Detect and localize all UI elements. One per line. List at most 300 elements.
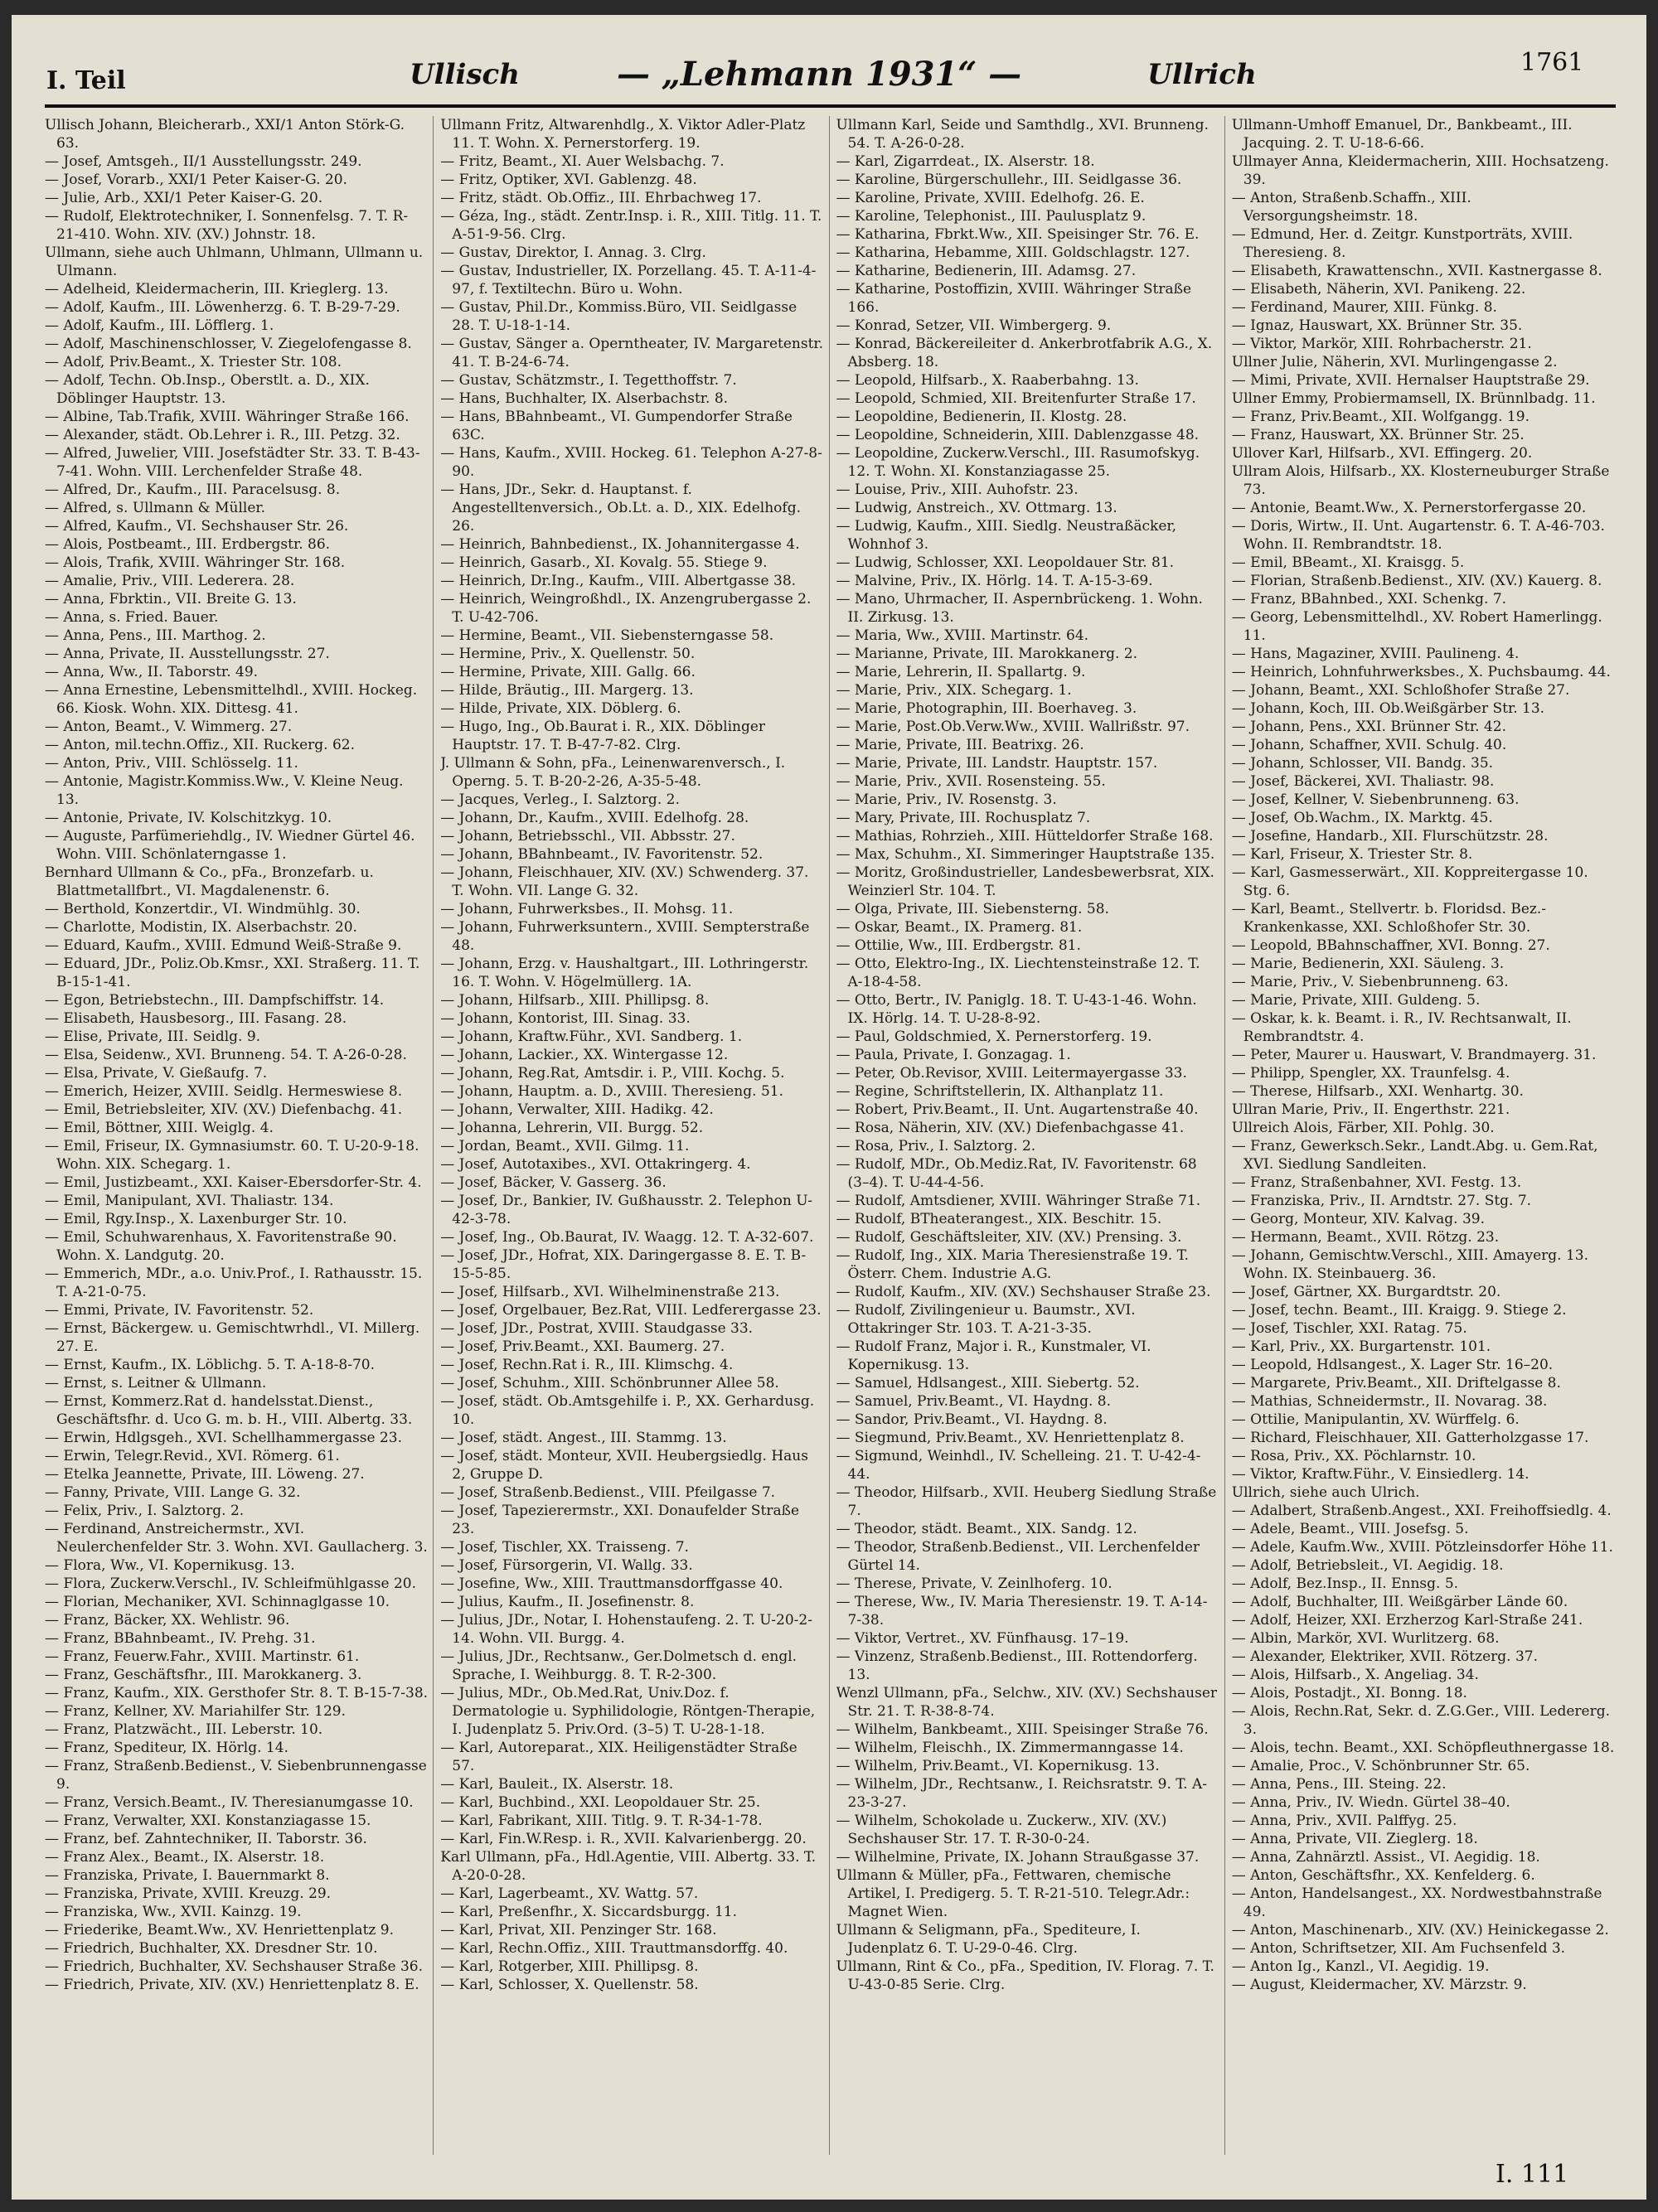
directory-entry: — Anna, Private, II. Ausstellungsstr. 27. <box>45 646 330 662</box>
directory-entry: — Rudolf, Geschäftsleiter, XIV. (XV.) Prensing. 3. <box>836 1229 1182 1246</box>
directory-entry: — Samuel, Hdlsangest., XIII. Siebertg. 52. <box>836 1375 1140 1392</box>
directory-entry: — Ferdinand, Maurer, XIII. Fünkg. 8. <box>1231 299 1497 316</box>
directory-entry: — Julius, MDr., Ob.Med.Rat, Univ.Doz. f. Dermatologie u. Syphilidologie, Röntgen-Therapie, I. Judenplatz 5. Priv.Ord. (3–5) T. U-28-1-18. <box>440 1685 816 1738</box>
directory-entry: — Marie, Bedienerin, XXI. Säuleng. 3. <box>1231 956 1505 972</box>
directory-entry: — Emerich, Heizer, XVIII. Seidlg. Hermeswiese 8. <box>45 1083 403 1100</box>
directory-entry: — Rudolf, Amtsdiener, XVIII. Währinger Straße 71. <box>836 1193 1201 1209</box>
directory-entry: — Josefine, Handarb., XII. Flurschützstr. 28. <box>1231 828 1549 845</box>
directory-entry: — Mimi, Private, XVII. Hernalser Hauptstraße 29. <box>1231 372 1590 389</box>
directory-entry: — Anton, Geschäftsfhr., XX. Kenfelderg. 6. <box>1231 1867 1535 1884</box>
directory-entry: — Louise, Priv., XIII. Auhofstr. 23. <box>836 482 1079 498</box>
directory-entry: — Paula, Private, I. Gonzagag. 1. <box>836 1047 1071 1063</box>
directory-entry: — Hans, BBahnbeamt., VI. Gumpendorfer Straße 63C. <box>440 409 793 443</box>
directory-entry: — Leopold, Hdlsangest., X. Lager Str. 16–20. <box>1231 1357 1554 1373</box>
directory-entry: — Josef, Tischler, XX. Traisseng. 7. <box>440 1539 689 1556</box>
directory-entry: — Max, Schuhm., XI. Simmeringer Hauptstraße 135. <box>836 846 1215 863</box>
directory-entry: — Alois, Postbeamt., III. Erdbergstr. 86. <box>45 536 331 553</box>
directory-entry: — Friedrich, Buchhalter, XV. Sechshauser Straße 36. <box>45 1958 423 1975</box>
directory-entry: — Samuel, Priv.Beamt., VI. Haydng. 8. <box>836 1393 1112 1410</box>
directory-entry: — Leopold, BBahnschaffner, XVI. Bonng. 27. <box>1231 937 1550 954</box>
directory-entry: — Anna, Priv., XVII. Palffyg. 25. <box>1231 1813 1457 1829</box>
directory-entry: — Josef, Dr., Bankier, IV. Gußhausstr. 2. Telephon U-42-3-78. <box>440 1193 813 1227</box>
directory-entry: — Josef, Straßenb.Bedienst., VIII. Pfeilgasse 7. <box>440 1484 776 1501</box>
directory-entry: — Karl, Preßenfhr., X. Siccardsburgg. 11. <box>440 1904 738 1920</box>
directory-entry: — Elisabeth, Krawattenschn., XVII. Kastnergasse 8. <box>1231 263 1602 279</box>
directory-entry: — Marie, Post.Ob.Verw.Ww., XVIII. Wallrißstr. 97. <box>836 719 1190 735</box>
directory-entry: — Rosa, Priv., I. Salztorg. 2. <box>836 1138 1036 1154</box>
directory-entry: — Emil, Böttner, XIII. Weiglg. 4. <box>45 1120 274 1136</box>
directory-entry: — Franziska, Priv., II. Arndtstr. 27. Stg. 7. <box>1231 1193 1532 1209</box>
directory-entry: Ullmayer Anna, Kleidermacherin, XIII. Hochsatzeng. 39. <box>1231 153 1609 188</box>
directory-entry: — Leopoldine, Schneiderin, XIII. Dablenzgasse 48. <box>836 427 1200 443</box>
directory-entry: Ullmann, siehe auch Uhlmann, Uhlmann, Ullmann u. Ulmann. <box>45 244 424 279</box>
directory-entry: — Karl, Priv., XX. Burgartenstr. 101. <box>1231 1338 1491 1355</box>
directory-entry: — Franz, Verwalter, XXI. Konstanziagasse 15. <box>45 1813 371 1829</box>
directory-entry: — Flora, Zuckerw.Verschl., IV. Schleifmühlgasse 20. <box>45 1576 416 1592</box>
directory-entry: Wenzl Ullmann, pFa., Selchw., XIV. (XV.) Sechshauser Str. 21. T. R-38-8-74. <box>836 1685 1218 1720</box>
directory-entry: — Karl, Schlosser, X. Quellenstr. 58. <box>440 1977 699 1993</box>
directory-entry: — Leopoldine, Zuckerw.Verschl., III. Rasumofskyg. 12. T. Wohn. XI. Konstanziagasse 25. <box>836 445 1200 480</box>
directory-entry: — Karoline, Private, XVIII. Edelhofg. 26. E. <box>836 190 1145 206</box>
directory-entry: — Karl, Zigarrdeat., IX. Alserstr. 18. <box>836 153 1095 170</box>
directory-entry: — Adolf, Maschinenschlosser, V. Ziegelofengasse 8. <box>45 336 412 352</box>
directory-entry: — Marie, Priv., XVII. Rosensteing. 55. <box>836 773 1106 790</box>
directory-entry: — Adolf, Techn. Ob.Insp., Oberstlt. a. D., XIX. Döblinger Hauptstr. 13. <box>45 372 370 407</box>
directory-entry: Ullmann, Rint & Co., pFa., Spedition, IV. Florag. 7. T. U-43-0-85 Serie. Clrg. <box>836 1958 1214 1993</box>
directory-entry: — Adele, Kaufm.Ww., XVIII. Pötzleinsdorfer Höhe 11. <box>1231 1539 1613 1556</box>
directory-entry: — Franz, Spediteur, IX. Hörlg. 14. <box>45 1740 288 1756</box>
directory-entry: — Gustav, Schätzmstr., I. Tegetthoffstr. 7. <box>440 372 737 389</box>
directory-entry: — Johann, Hilfsarb., XIII. Phillipsg. 8. <box>440 992 710 1009</box>
directory-entry: — Rosa, Näherin, XIV. (XV.) Diefenbachgasse 41. <box>836 1120 1185 1136</box>
directory-entry: — Amalie, Priv., VIII. Lederera. 28. <box>45 573 295 589</box>
directory-entry: — Moritz, Großindustrieller, Landesbewerbsrat, XIX. Weinzierl Str. 104. T. <box>836 864 1214 899</box>
directory-entry: — Albine, Tab.Trafik, XVIII. Währinger Straße 166. <box>45 409 410 425</box>
directory-entry: — Otto, Elektro-Ing., IX. Liechtensteinstraße 12. T. A-18-4-58. <box>836 956 1200 990</box>
directory-entry: — Josef, Bäckerei, XVI. Thaliastr. 98. <box>1231 773 1495 790</box>
directory-entry: — Josef, städt. Ob.Amtsgehilfe i. P., XX. Gerhardusg. 10. <box>440 1393 815 1428</box>
directory-entry: — Charlotte, Modistin, IX. Alserbachstr. 20. <box>45 919 357 936</box>
directory-entry: — Heinrich, Weingroßhdl., IX. Anzengrubergasse 2. T. U-42-706. <box>440 591 812 626</box>
directory-entry: — Mathias, Schneidermstr., II. Novarag. 38. <box>1231 1393 1548 1410</box>
directory-entry: — Rudolf Franz, Major i. R., Kunstmaler, VI. Kopernikusg. 13. <box>836 1338 1151 1373</box>
directory-entry: — Viktor, Markör, XIII. Rohrbacherstr. 21. <box>1231 336 1532 352</box>
directory-entry: — Hermine, Beamt., VII. Siebensterngasse 58. <box>440 627 774 644</box>
directory-entry: — Ferdinand, Anstreichermstr., XVI. Neulerchenfelder Str. 3. Wohn. XVI. Gaullacherg. 3. <box>45 1521 428 1556</box>
directory-entry: — Franz, Feuerw.Fahr., XVIII. Martinstr. 61. <box>45 1648 360 1665</box>
directory-entry: — Mathias, Rohrzieh., XIII. Hütteldorfer Straße 168. <box>836 828 1214 845</box>
directory-entry: — Rudolf, BTheaterangest., XIX. Beschitr. 15. <box>836 1211 1162 1227</box>
directory-entry: — Richard, Fleischhauer, XII. Gatterholzgasse 17. <box>1231 1430 1589 1446</box>
directory-entry: — Franz, Hauswart, XX. Brünner Str. 25. <box>1231 427 1525 443</box>
directory-entry: — Philipp, Spengler, XX. Traunfelsg. 4. <box>1231 1065 1510 1082</box>
directory-entry: — Josef, städt. Monteur, XVII. Heubergsiedlg. Haus 2, Gruppe D. <box>440 1448 808 1483</box>
directory-entry: — Alois, Trafik, XVIII. Währinger Str. 168. <box>45 554 346 571</box>
directory-entry: — Rudolf, MDr., Ob.Mediz.Rat, IV. Favoritenstr. 68 (3–4). T. U-44-4-56. <box>836 1156 1197 1191</box>
directory-entry: — Anna, Fbrktin., VII. Breite G. 13. <box>45 591 297 607</box>
directory-entry: — Franz, Versich.Beamt., IV. Theresianumgasse 10. <box>45 1794 414 1811</box>
directory-entry: — Josef, Autotaxibes., XVI. Ottakringerg. 4. <box>440 1156 751 1173</box>
directory-entry: — Egon, Betriebstechn., III. Dampfschiffstr. 14. <box>45 992 385 1009</box>
directory-entry: Ullmann & Müller, pFa., Fettwaren, chemische Artikel, I. Predigerg. 5. T. R-21-510. Telegr.Adr.: Magnet Wien. <box>836 1867 1190 1920</box>
directory-entry: — Gustav, Phil.Dr., Kommiss.Büro, VII. Seidlgasse 28. T. U-18-1-14. <box>440 299 797 334</box>
directory-entry: — Hans, JDr., Sekr. d. Hauptanst. f. Angestelltenversich., Ob.Lt. a. D., XIX. Edelhofg. 26. <box>440 482 801 535</box>
directory-entry: — Franziska, Private, XVIII. Kreuzg. 29. <box>45 1885 332 1902</box>
directory-entry: — Julius, Kaufm., II. Josefinenstr. 8. <box>440 1594 695 1610</box>
directory-entry: — Florian, Straßenb.Bedienst., XIV. (XV.) Kauerg. 8. <box>1231 573 1602 589</box>
directory-entry: Karl Ullmann, pFa., Hdl.Agentie, VIII. Albertg. 33. T. A-20-0-28. <box>440 1849 817 1884</box>
directory-entry: — Marianne, Private, III. Marokkanerg. 2. <box>836 646 1137 662</box>
directory-entry: — Josef, Kellner, V. Siebenbrunneng. 63. <box>1231 791 1520 808</box>
directory-entry: — Regine, Schriftstellerin, IX. Althanplatz 11. <box>836 1083 1164 1100</box>
directory-entry: Ullmann & Seligmann, pFa., Spediteure, I. Judenplatz 6. T. U-29-0-46. Clrg. <box>836 1922 1141 1957</box>
directory-entry: — Wilhelm, Priv.Beamt., VI. Kopernikusg. 13. <box>836 1758 1160 1774</box>
left-catchword: Ullisch <box>410 58 520 91</box>
directory-entry: — Auguste, Parfümeriehdlg., IV. Wiedner Gürtel 46. Wohn. VIII. Schönlaterngasse 1. <box>45 828 415 863</box>
directory-entry: — Ludwig, Anstreich., XV. Ottmarg. 13. <box>836 500 1117 516</box>
directory-entry: — Karl, Bauleit., IX. Alserstr. 18. <box>440 1776 674 1793</box>
directory-entry: Bernhard Ullmann & Co., pFa., Bronzefarb. u. Blattmetallfbrt., VI. Magdalenenstr. 6. <box>45 864 374 899</box>
directory-entry: — Franz, Gewerksch.Sekr., Landt.Abg. u. Gem.Rat, XVI. Siedlung Sandleiten. <box>1231 1138 1598 1173</box>
directory-entry: — Anna, Ww., II. Taborstr. 49. <box>45 664 259 680</box>
directory-entry: — Karl, Friseur, X. Triester Str. 8. <box>1231 846 1473 863</box>
directory-entry: — Franz, Straßenbahner, XVI. Festg. 13. <box>1231 1174 1522 1191</box>
directory-entry: — Josef, Gärtner, XX. Burgardtstr. 20. <box>1231 1284 1501 1300</box>
directory-entry: — Wilhelm, Schokolade u. Zuckerw., XIV. (XV.) Sechshauser Str. 17. T. R-30-0-24. <box>836 1813 1167 1847</box>
directory-entry: — Ottilie, Ww., III. Erdbergstr. 81. <box>836 937 1081 954</box>
directory-entry: J. Ullmann & Sohn, pFa., Leinenwarenversch., I. Operng. 5. T. B-20-2-26, A-35-5-48. <box>440 755 786 790</box>
directory-entry: — Marie, Photographin, III. Boerhaveg. 3. <box>836 700 1137 717</box>
directory-entry: — Felix, Priv., I. Salztorg. 2. <box>45 1503 245 1519</box>
directory-entry: — Therese, Hilfsarb., XXI. Wenhartg. 30. <box>1231 1083 1524 1100</box>
directory-entry: — Johann, Dr., Kaufm., XVIII. Edelhofg. 28. <box>440 810 749 826</box>
directory-entry: — Rudolf, Ing., XIX. Maria Theresienstraße 19. T. Österr. Chem. Industrie A.G. <box>836 1247 1189 1282</box>
directory-entry: — Karoline, Telephonist., III. Paulusplatz 9. <box>836 208 1147 225</box>
directory-entry: — Géza, Ing., städt. Zentr.Insp. i. R., XIII. Titlg. 11. T. A-51-9-56. Clrg. <box>440 208 822 243</box>
directory-entry: — Hans, Kaufm., XVIII. Hockeg. 61. Telephon A-27-8-90. <box>440 445 822 480</box>
directory-entry: Ullner Julie, Näherin, XVI. Murlingengasse 2. <box>1231 354 1558 370</box>
directory-entry: — Emil, Friseur, IX. Gymnasiumstr. 60. T. U-20-9-18. Wohn. XIX. Schegarg. 1. <box>45 1138 419 1173</box>
directory-entry: — Gustav, Sänger a. Operntheater, IV. Margaretenstr. 41. T. B-24-6-74. <box>440 336 824 370</box>
column-1 <box>45 116 434 2155</box>
directory-entry: — Anton, Schriftsetzer, XII. Am Fuchsenfeld 3. <box>1231 1940 1566 1957</box>
directory-entry: — Fritz, Beamt., XI. Auer Welsbachg. 7. <box>440 153 725 170</box>
directory-entry: — Adalbert, Straßenb.Angest., XXI. Freihoffsiedlg. 4. <box>1231 1503 1612 1519</box>
running-title: — „Lehmann 1931“ — <box>617 55 1022 94</box>
directory-entry: — Josef, Vorarb., XXI/1 Peter Kaiser-G. 20. <box>45 172 347 188</box>
directory-entry: — Hilde, Private, XIX. Döblerg. 6. <box>440 700 681 717</box>
directory-entry: — Alfred, Dr., Kaufm., III. Paracelsusg. 8. <box>45 482 341 498</box>
directory-entry: — Karl, Rotgerber, XIII. Phillipsg. 8. <box>440 1958 699 1975</box>
directory-entry: — Johann, Pens., XXI. Brünner Str. 42. <box>1231 719 1506 735</box>
directory-entry: — Hermine, Private, XIII. Gallg. 66. <box>440 664 696 680</box>
directory-entry: — Otto, Bertr., IV. Paniglg. 18. T. U-43-1-46. Wohn. IX. Hörlg. 14. T. U-28-8-92. <box>836 992 1197 1027</box>
directory-entry: — Julie, Arb., XXI/1 Peter Kaiser-G. 20. <box>45 190 323 206</box>
directory-entry: — Karl, Lagerbeamt., XV. Wattg. 57. <box>440 1885 699 1902</box>
directory-columns <box>45 116 1620 2155</box>
directory-entry: — Karoline, Bürgerschullehr., III. Seidlgasse 36. <box>836 172 1182 188</box>
directory-entry: — Josef, Tapezierermstr., XXI. Donaufelder Straße 23. <box>440 1503 800 1537</box>
directory-entry: — Olga, Private, III. Siebensterng. 58. <box>836 901 1109 917</box>
directory-entry: — Antonie, Private, IV. Kolschitzkyg. 10. <box>45 810 332 826</box>
directory-entry: — Johann, Betriebsschl., VII. Abbsstr. 27. <box>440 828 735 845</box>
directory-entry: — Hermann, Beamt., XVII. Rötzg. 23. <box>1231 1229 1500 1246</box>
directory-entry: — Peter, Ob.Revisor, XVIII. Leitermayergasse 33. <box>836 1065 1187 1082</box>
directory-entry: — Emil, Manipulant, XVI. Thaliastr. 134. <box>45 1193 334 1209</box>
directory-entry: — Hans, Buchhalter, IX. Alserbachstr. 8. <box>440 390 729 407</box>
directory-entry: — Ernst, Kaufm., IX. Löblichg. 5. T. A-18-8-70. <box>45 1357 375 1373</box>
directory-entry: — Josef, Amtsgeh., II/1 Ausstellungsstr. 249. <box>45 153 362 170</box>
directory-entry: — Elsa, Seidenw., XVI. Brunneng. 54. T. A-26-0-28. <box>45 1047 407 1063</box>
directory-entry: — Alexander, städt. Ob.Lehrer i. R., III. Petzg. 32. <box>45 427 400 443</box>
directory-entry: — Friederike, Beamt.Ww., XV. Henriettenplatz 9. <box>45 1922 394 1939</box>
directory-entry: — Alfred, Juwelier, VIII. Josefstädter Str. 33. T. B-43-7-41. Wohn. VIII. Lerchenfelder Straße 48. <box>45 445 420 480</box>
directory-entry: — Johann, Reg.Rat, Amtsdir. i. P., VIII. Kochg. 5. <box>440 1065 785 1082</box>
directory-entry: — Johann, Koch, III. Ob.Weißgärber Str. 13. <box>1231 700 1545 717</box>
directory-entry: — Anton, Straßenb.Schaffn., XIII. Versorgungsheimstr. 18. <box>1231 190 1471 225</box>
directory-entry: — Jacques, Verleg., I. Salztorg. 2. <box>440 791 680 808</box>
directory-entry: — Karl, Buchbind., XXI. Leopoldauer Str. 25. <box>440 1794 761 1811</box>
directory-entry: — Hermine, Priv., X. Quellenstr. 50. <box>440 646 696 662</box>
directory-entry: — Alfred, Kaufm., VI. Sechshauser Str. 26. <box>45 518 349 535</box>
directory-entry: Ullner Emmy, Probiermamsell, IX. Brünnlbadg. 11. <box>1231 390 1596 407</box>
directory-entry: — Josef, Tischler, XXI. Ratag. 75. <box>1231 1320 1467 1337</box>
directory-entry: — Johanna, Lehrerin, VII. Burgg. 52. <box>440 1120 704 1136</box>
directory-entry: — Franz, bef. Zahntechniker, II. Taborstr. 36. <box>45 1831 367 1847</box>
directory-entry: — Doris, Wirtw., II. Unt. Augartenstr. 6. T. A-46-703. Wohn. II. Rembrandtstr. 18. <box>1231 518 1605 553</box>
directory-entry: — Ernst, Kommerz.Rat d. handelsstat.Dienst., Geschäftsfhr. d. Uco G. m. b. H., VIII. Albertg. 33. <box>45 1393 413 1428</box>
directory-entry: — Rosa, Priv., XX. Pöchlarnstr. 10. <box>1231 1448 1476 1464</box>
signature-mark: I. 111 <box>1496 2160 1569 2189</box>
directory-entry: — Karl, Gasmesserwärt., XII. Koppreitergasse 10. Stg. 6. <box>1231 864 1588 899</box>
directory-entry: — Johann, BBahnbeamt., IV. Favoritenstr. 52. <box>440 846 764 863</box>
directory-entry: — Adolf, Kaufm., III. Löfflerg. 1. <box>45 317 274 334</box>
directory-entry: — Peter, Maurer u. Hauswart, V. Brandmayerg. 31. <box>1231 1047 1597 1063</box>
directory-entry: — Alois, Rechn.Rat, Sekr. d. Z.G.Ger., VIII. Ledererg. 3. <box>1231 1703 1611 1738</box>
directory-entry: — Heinrich, Dr.Ing., Kaufm., VIII. Albertgasse 38. <box>440 573 797 589</box>
directory-entry: — Anton, Priv., VIII. Schlösselg. 11. <box>45 755 298 772</box>
directory-entry: — Sigmund, Weinhdl., IV. Schelleing. 21. T. U-42-4-44. <box>836 1448 1201 1483</box>
column-3 <box>836 116 1225 2155</box>
directory-entry: — Heinrich, Lohnfuhrwerksbes., X. Puchsbaumg. 44. <box>1231 664 1611 680</box>
directory-entry: — Franz, Kaufm., XIX. Gersthofer Str. 8. T. B-15-7-38. <box>45 1685 429 1701</box>
directory-entry: — Alois, techn. Beamt., XXI. Schöpfleuthnergasse 18. <box>1231 1740 1615 1756</box>
directory-entry: Ullmann Fritz, Altwarenhdlg., X. Viktor Adler-Platz 11. T. Wohn. X. Pernerstorferg. 19. <box>440 117 806 152</box>
directory-entry: — Franziska, Ww., XVII. Kainzg. 19. <box>45 1904 302 1920</box>
directory-entry: — Anton, Beamt., V. Wimmerg. 27. <box>45 719 293 735</box>
directory-entry: — Johann, Kraftw.Führ., XVI. Sandberg. 1. <box>440 1029 743 1045</box>
directory-entry: — Johann, Erzg. v. Haushaltgart., III. Lothringerstr. 16. T. Wohn. V. Högelmüllerg. 1A. <box>440 956 809 990</box>
directory-entry: — Theodor, städt. Beamt., XIX. Sandg. 12. <box>836 1521 1137 1537</box>
directory-entry: — Johann, Schaffner, XVII. Schulg. 40. <box>1231 737 1507 753</box>
directory-entry: — Ludwig, Kaufm., XIII. Siedlg. Neustraßäcker, Wohnhof 3. <box>836 518 1177 553</box>
directory-entry: — Konrad, Setzer, VII. Wimbergerg. 9. <box>836 317 1112 334</box>
directory-entry: — Karl, Autoreparat., XIX. Heiligenstädter Straße 57. <box>440 1740 797 1774</box>
directory-entry: — Josef, städt. Angest., III. Stammg. 13. <box>440 1430 727 1446</box>
directory-entry: — Wilhelmine, Private, IX. Johann Straußgasse 37. <box>836 1849 1200 1866</box>
directory-entry: — Antonie, Magistr.Kommiss.Ww., V. Kleine Neug. 13. <box>45 773 404 808</box>
directory-entry: — Johann, Hauptm. a. D., XVIII. Theresieng. 51. <box>440 1083 783 1100</box>
directory-entry: — Paul, Goldschmied, X. Pernerstorferg. 19. <box>836 1029 1152 1045</box>
directory-entry: — August, Kleidermacher, XV. Märzstr. 9. <box>1231 1977 1527 1993</box>
directory-entry: — Marie, Private, III. Beatrixg. 26. <box>836 737 1084 753</box>
directory-entry: — Hilde, Bräutig., III. Margerg. 13. <box>440 682 694 699</box>
directory-entry: — Friedrich, Private, XIV. (XV.) Henriettenplatz 8. E. <box>45 1977 419 1993</box>
directory-entry: — Johann, Fleischhauer, XIV. (XV.) Schwenderg. 37. T. Wohn. VII. Lange G. 32. <box>440 864 809 899</box>
directory-entry: — Adolf, Bez.Insp., II. Ennsg. 5. <box>1231 1576 1459 1592</box>
directory-entry: — Albin, Markör, XVI. Wurlitzerg. 68. <box>1231 1630 1500 1647</box>
directory-entry: — Theodor, Hilfsarb., XVII. Heuberg Siedlung Straße 7. <box>836 1484 1217 1519</box>
directory-entry: — Konrad, Bäckereileiter d. Ankerbrotfabrik A.G., X. Absberg. 18. <box>836 336 1213 370</box>
directory-entry: — Josef, Ob.Wachm., IX. Marktg. 45. <box>1231 810 1493 826</box>
directory-entry: — Etelka Jeannette, Private, III. Löweng. 27. <box>45 1466 365 1483</box>
directory-entry: — Karl, Privat, XII. Penzinger Str. 168. <box>440 1922 717 1939</box>
directory-entry: Ullmann-Umhoff Emanuel, Dr., Bankbeamt., III. Jacquing. 2. T. U-18-6-66. <box>1231 117 1573 152</box>
directory-entry: — Marie, Private, XIII. Guldeng. 5. <box>1231 992 1481 1009</box>
directory-entry: — Adolf, Buchhalter, III. Weißgärber Lände 60. <box>1231 1594 1568 1610</box>
directory-entry: — Franz, BBahnbeamt., IV. Prehg. 31. <box>45 1630 316 1647</box>
directory-entry: — Anna, Pens., III. Steing. 22. <box>1231 1776 1447 1793</box>
directory-entry: — Josef, Ing., Ob.Baurat, IV. Waagg. 12. T. A-32-607. <box>440 1229 814 1246</box>
directory-entry: — Hans, Magaziner, XVIII. Paulineng. 4. <box>1231 646 1520 662</box>
directory-entry: — Alois, Hilfsarb., X. Angeliag. 34. <box>1231 1667 1479 1683</box>
directory-entry: — Viktor, Kraftw.Führ., V. Einsiedlerg. 14. <box>1231 1466 1530 1483</box>
directory-entry: — Leopoldine, Bedienerin, II. Klostg. 28. <box>836 409 1127 425</box>
directory-entry: — Rudolf, Elektrotechniker, I. Sonnenfelsg. 7. T. R-21-410. Wohn. XIV. (XV.) Johnstr. 18. <box>45 208 409 243</box>
directory-entry: — Elsa, Private, V. Gießaufg. 7. <box>45 1065 268 1082</box>
directory-entry: — Viktor, Vertret., XV. Fünfhausg. 17–19. <box>836 1630 1129 1647</box>
directory-entry: — Josef, Bäcker, V. Gasserg. 36. <box>440 1174 667 1191</box>
directory-entry: — Georg, Monteur, XIV. Kalvag. 39. <box>1231 1211 1486 1227</box>
directory-entry: — Oskar, Beamt., IX. Pramerg. 81. <box>836 919 1083 936</box>
directory-entry: — Anna, Pens., III. Marthog. 2. <box>45 627 266 644</box>
directory-entry: — Julius, JDr., Notar, I. Hohenstaufeng. 2. T. U-20-2-14. Wohn. VII. Burgg. 4. <box>440 1612 812 1647</box>
directory-entry: Ullmann Karl, Seide und Samthdlg., XVI. Brunneng. 54. T. A-26-0-28. <box>836 117 1209 152</box>
directory-entry: — Franz, Kellner, XV. Mariahilfer Str. 129. <box>45 1703 346 1720</box>
directory-entry: — Katharine, Postoffizin, XVIII. Währinger Straße 166. <box>836 281 1192 316</box>
directory-entry: — Maria, Ww., XVIII. Martinstr. 64. <box>836 627 1089 644</box>
directory-entry: — Julius, JDr., Rechtsanw., Ger.Dolmetsch d. engl. Sprache, I. Weihburgg. 8. T. R-2-300. <box>440 1648 797 1683</box>
directory-entry: — Josefine, Ww., XIII. Trauttmansdorffgasse 40. <box>440 1576 783 1592</box>
directory-entry: — Franz, Platzwächt., III. Leberstr. 10. <box>45 1721 323 1738</box>
directory-entry: — Wilhelm, Bankbeamt., XIII. Speisinger Straße 76. <box>836 1721 1209 1738</box>
directory-entry: — Josef, Schuhm., XIII. Schönbrunner Allee 58. <box>440 1375 779 1392</box>
directory-entry: — Anton, mil.techn.Offiz., XII. Ruckerg. 62. <box>45 737 356 753</box>
directory-entry: — Gustav, Direktor, I. Annag. 3. Clrg. <box>440 244 706 261</box>
directory-entry: — Marie, Priv., XIX. Schegarg. 1. <box>836 682 1072 699</box>
directory-entry: — Anna, Priv., IV. Wiedn. Gürtel 38–40. <box>1231 1794 1510 1811</box>
directory-entry: Ullran Marie, Priv., II. Engerthstr. 221. <box>1231 1101 1510 1118</box>
directory-entry: — Adele, Beamt., VIII. Josefsg. 5. <box>1231 1521 1469 1537</box>
directory-entry: — Adolf, Priv.Beamt., X. Triester Str. 108. <box>45 354 342 370</box>
directory-entry: — Anton, Maschinenarb., XIV. (XV.) Heinickegasse 2. <box>1231 1922 1609 1939</box>
directory-entry: — Johann, Kontorist, III. Sinag. 33. <box>440 1010 691 1027</box>
directory-entry: Ullover Karl, Hilfsarb., XVI. Effingerg. 20. <box>1231 445 1533 462</box>
page-number: 1761 <box>1520 48 1584 77</box>
directory-entry: — Franz, Priv.Beamt., XII. Wolfgangg. 19. <box>1231 409 1530 425</box>
directory-entry: — Berthold, Konzertdir., VI. Windmühlg. 30. <box>45 901 361 917</box>
directory-entry: — Johann, Lackier., XX. Wintergasse 12. <box>440 1047 729 1063</box>
directory-entry: — Florian, Mechaniker, XVI. Schinnaglgasse 10. <box>45 1594 390 1610</box>
directory-entry: — Josef, Rechn.Rat i. R., III. Klimschg. 4. <box>440 1357 734 1373</box>
directory-entry: — Katharina, Hebamme, XIII. Goldschlagstr. 127. <box>836 244 1190 261</box>
directory-entry: — Anton, Handelsangest., XX. Nordwestbahnstraße 49. <box>1231 1885 1602 1920</box>
directory-entry: — Josef, Fürsorgerin, VI. Wallg. 33. <box>440 1557 693 1574</box>
directory-entry: — Anna, Zahnärztl. Assist., VI. Aegidig. 18. <box>1231 1849 1540 1866</box>
directory-entry: — Margarete, Priv.Beamt., XII. Driftelgasse 8. <box>1231 1375 1561 1392</box>
directory-entry: — Josef, Priv.Beamt., XXI. Baumerg. 27. <box>440 1338 725 1355</box>
directory-entry: — Anna Ernestine, Lebensmittelhdl., XVIII. Hockeg. 66. Kiosk. Wohn. XIX. Dittesg. 41. <box>45 682 418 717</box>
directory-entry: — Mary, Private, III. Rochusplatz 7. <box>836 810 1091 826</box>
directory-entry: — Anna, s. Fried. Bauer. <box>45 609 219 626</box>
directory-entry: — Josef, Hilfsarb., XVI. Wilhelminenstraße 213. <box>440 1284 780 1300</box>
directory-entry: — Anna, Private, VII. Zieglerg. 18. <box>1231 1831 1478 1847</box>
directory-entry: — Eduard, JDr., Poliz.Ob.Kmsr., XXI. Straßerg. 11. T. B-15-1-41. <box>45 956 420 990</box>
directory-entry: — Johann, Schlosser, VII. Bandg. 35. <box>1231 755 1494 772</box>
directory-entry: — Karl, Fabrikant, XIII. Titlg. 9. T. R-34-1-78. <box>440 1813 763 1829</box>
directory-entry: — Josef, Orgelbauer, Bez.Rat, VIII. Ledferergasse 23. <box>440 1302 822 1319</box>
directory-entry: — Antonie, Beamt.Ww., X. Pernerstorfergasse 20. <box>1231 500 1587 516</box>
directory-entry: — Hugo, Ing., Ob.Baurat i. R., XIX. Döblinger Hauptstr. 17. T. B-47-7-82. Clrg. <box>440 719 766 753</box>
directory-entry: — Franz, BBahnbed., XXI. Schenkg. 7. <box>1231 591 1507 607</box>
directory-entry: — Amalie, Proc., V. Schönbrunner Str. 65. <box>1231 1758 1530 1774</box>
directory-entry: — Adolf, Heizer, XXI. Erzherzog Karl-Straße 241. <box>1231 1612 1583 1629</box>
directory-entry: — Mano, Uhrmacher, II. Aspernbrückeng. 1. Wohn. II. Zirkusg. 13. <box>836 591 1203 626</box>
directory-entry: — Ernst, Bäckergew. u. Gemischtwrhdl., VI. Millerg. 27. E. <box>45 1320 420 1355</box>
directory-entry: — Fanny, Private, VIII. Lange G. 32. <box>45 1484 301 1501</box>
directory-entry: — Edmund, Her. d. Zeitgr. Kunstporträts, XVIII. Theresieng. 8. <box>1231 226 1573 261</box>
directory-entry: — Emil, Rgy.Insp., X. Laxenburger Str. 10. <box>45 1211 347 1227</box>
directory-entry: — Erwin, Telegr.Revid., XVI. Römerg. 61. <box>45 1448 340 1464</box>
directory-entry: — Josef, JDr., Postrat, XVIII. Staudgasse 33. <box>440 1320 754 1337</box>
column-2 <box>440 116 829 2155</box>
directory-entry: — Fritz, Optiker, XVI. Gablenzg. 48. <box>440 172 697 188</box>
directory-entry: — Adolf, Kaufm., III. Löwenherzg. 6. T. B-29-7-29. <box>45 299 400 316</box>
directory-entry: — Franz Alex., Beamt., IX. Alserstr. 18. <box>45 1849 325 1866</box>
directory-entry: — Ernst, s. Leitner & Ullmann. <box>45 1375 267 1392</box>
directory-entry: — Josef, techn. Beamt., III. Kraigg. 9. Stiege 2. <box>1231 1302 1567 1319</box>
directory-entry: — Jordan, Beamt., XVII. Gilmg. 11. <box>440 1138 690 1154</box>
directory-entry: — Emil, Betriebsleiter, XIV. (XV.) Diefenbachg. 41. <box>45 1101 403 1118</box>
column-4 <box>1232 116 1620 2155</box>
directory-entry: — Adolf, Betriebsleit., VI. Aegidig. 18. <box>1231 1557 1504 1574</box>
directory-entry: — Franziska, Private, I. Bauernmarkt 8. <box>45 1867 330 1884</box>
directory-entry: — Johann, Gemischtw.Verschl., XIII. Amayerg. 13. Wohn. IX. Steinbauerg. 36. <box>1231 1247 1589 1282</box>
directory-entry: Ullisch Johann, Bleicherarb., XXI/1 Anton Störk-G. 63. <box>45 117 405 152</box>
directory-entry: — Heinrich, Bahnbedienst., IX. Johannitergasse 4. <box>440 536 800 553</box>
page-header <box>12 15 1646 98</box>
directory-entry: Ullreich Alois, Färber, XII. Pohlg. 30. <box>1231 1120 1495 1136</box>
directory-entry: — Friedrich, Buchhalter, XX. Dresdner Str. 10. <box>45 1940 378 1957</box>
directory-entry: — Franz, Geschäftsfhr., III. Marokkanerg. 3. <box>45 1667 362 1683</box>
directory-entry: — Therese, Private, V. Zeinlhoferg. 10. <box>836 1576 1113 1592</box>
directory-entry: — Emil, BBeamt., XI. Kraisgg. 5. <box>1231 554 1465 571</box>
directory-page <box>12 15 1646 2200</box>
directory-entry: Ullrich, siehe auch Ulrich. <box>1231 1484 1420 1501</box>
directory-entry: Ullram Alois, Hilfsarb., XX. Klosterneuburger Straße 73. <box>1231 463 1610 498</box>
directory-entry: — Emmerich, MDr., a.o. Univ.Prof., I. Rathausstr. 15. T. A-21-0-75. <box>45 1266 423 1300</box>
directory-entry: — Wilhelm, Fleischh., IX. Zimmermanngasse 14. <box>836 1740 1184 1756</box>
directory-entry: — Gustav, Industrieller, IX. Porzellang. 45. T. A-11-4-97, f. Textiltechn. Büro u. Wohn. <box>440 263 817 298</box>
directory-entry: — Marie, Priv., IV. Rosenstg. 3. <box>836 791 1057 808</box>
directory-entry: — Ignaz, Hauswart, XX. Brünner Str. 35. <box>1231 317 1523 334</box>
directory-entry: — Ludwig, Schlosser, XXI. Leopoldauer Str. 81. <box>836 554 1175 571</box>
directory-entry: — Elisabeth, Näherin, XVI. Panikeng. 22. <box>1231 281 1526 298</box>
directory-entry: — Franz, Bäcker, XX. Wehlistr. 96. <box>45 1612 290 1629</box>
directory-entry: — Katharine, Bedienerin, III. Adamsg. 27. <box>836 263 1137 279</box>
directory-entry: — Marie, Priv., V. Siebenbrunneng. 63. <box>1231 974 1509 990</box>
part-label: I. Teil <box>46 66 126 95</box>
